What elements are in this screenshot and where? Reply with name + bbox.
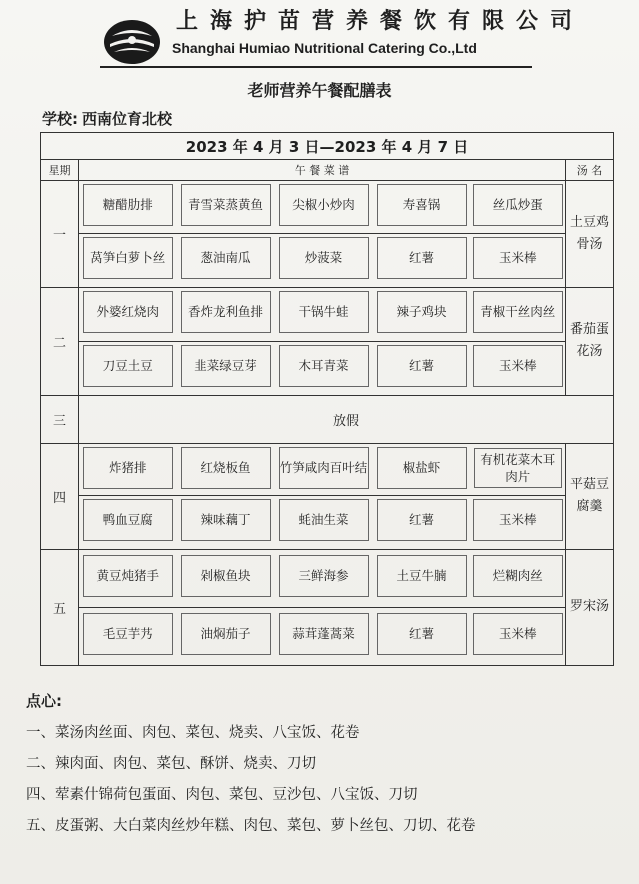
snack-line: 二、辣肉面、肉包、菜包、酥饼、烧卖、刀切	[26, 756, 316, 772]
day-label: 五	[41, 549, 79, 666]
soup-name: 罗宋汤	[566, 549, 614, 666]
dish-item: 红薯	[377, 499, 467, 541]
dish-item: 蚝油生菜	[279, 499, 369, 541]
snack-line: 五、皮蛋粥、大白菜肉丝炒年糕、肉包、菜包、萝卜丝包、刀切、花卷	[26, 818, 476, 834]
dish-item: 莴笋白萝卜丝	[83, 237, 173, 279]
day-label: 四	[41, 444, 79, 549]
dish-item: 寿喜锅	[377, 184, 467, 226]
dish-item: 红薯	[377, 345, 467, 387]
snack-line: 一、菜汤肉丝面、肉包、菜包、烧卖、八宝饭、花卷	[26, 725, 360, 741]
soup-name: 平菇豆腐羹	[566, 444, 614, 549]
dish-item: 辣子鸡块	[377, 291, 467, 333]
company-name-cn: 上海护苗营养餐饮有限公司	[176, 8, 585, 34]
dish-item: 韭菜绿豆芽	[181, 345, 271, 387]
dish-item: 玉米棒	[473, 613, 563, 655]
dish-item: 蒜茸蓬蒿菜	[279, 613, 369, 655]
dish-item: 玉米棒	[473, 237, 563, 279]
dish-item: 油焖茄子	[181, 613, 271, 655]
dish-item: 竹笋咸肉百叶结	[279, 447, 369, 489]
dish-item: 炒菠菜	[279, 237, 369, 279]
dish-item: 青雪菜蒸黄鱼	[181, 184, 271, 226]
header-divider	[100, 66, 532, 68]
dish-item: 三鲜海参	[279, 555, 369, 597]
dish-item: 青椒干丝肉丝	[473, 291, 563, 333]
col-header-day: 星期	[41, 160, 79, 181]
snacks-section	[26, 690, 626, 845]
school-label: 学校:	[42, 110, 78, 128]
school-line	[42, 108, 176, 129]
dish-item: 红薯	[377, 237, 467, 279]
lunch-menu-table	[40, 132, 614, 666]
dish-item: 玉米棒	[473, 499, 563, 541]
date-range: 2023 年 4 月 3 日—2023 年 4 月 7 日	[41, 133, 614, 160]
holiday-note: 放假	[79, 395, 614, 443]
company-name-en: Shanghai Humiao Nutritional Catering Co.,Ltd	[172, 40, 477, 56]
snacks-label: 点心:	[26, 692, 62, 710]
school-name: 西南位育北校	[82, 110, 173, 128]
dish-item: 木耳青菜	[279, 345, 369, 387]
dish-item: 有机花菜木耳肉片	[474, 448, 562, 488]
day-label: 二	[41, 287, 79, 395]
dish-item: 干锅牛蛙	[279, 291, 369, 333]
dish-item: 炸猪排	[83, 447, 173, 489]
dish-item: 红薯	[377, 613, 467, 655]
soup-name: 番茄蛋花汤	[566, 287, 614, 395]
dish-item: 剁椒鱼块	[181, 555, 271, 597]
dish-item: 鸭血豆腐	[83, 499, 173, 541]
dish-item: 毛豆芋艿	[83, 613, 173, 655]
soup-name: 土豆鸡骨汤	[566, 181, 614, 287]
dish-item: 红烧板鱼	[181, 447, 271, 489]
dish-item: 外婆红烧肉	[83, 291, 173, 333]
day-label: 三	[41, 395, 79, 443]
dish-item: 辣味藕丁	[181, 499, 271, 541]
dish-item: 尖椒小炒肉	[279, 184, 369, 226]
dish-item: 椒盐虾	[377, 447, 467, 489]
dish-item: 土豆牛腩	[377, 555, 467, 597]
dish-item: 玉米棒	[473, 345, 563, 387]
col-header-menu: 午 餐 菜 谱	[79, 160, 566, 181]
col-header-soup: 汤 名	[566, 160, 614, 181]
snack-line: 四、荤素什锦荷包蛋面、肉包、菜包、豆沙包、八宝饭、刀切	[26, 787, 418, 803]
dish-item: 丝瓜炒蛋	[473, 184, 563, 226]
dish-item: 香炸龙利鱼排	[181, 291, 271, 333]
dish-item: 刀豆土豆	[83, 345, 173, 387]
dish-item: 葱油南瓜	[181, 237, 271, 279]
dish-item: 糖醋肋排	[83, 184, 173, 226]
document-title: 老师营养午餐配膳表	[247, 81, 392, 100]
dish-item: 黄豆炖猪手	[83, 555, 173, 597]
day-label: 一	[41, 181, 79, 287]
company-logo-icon	[102, 18, 162, 66]
dish-item: 烂糊肉丝	[473, 555, 563, 597]
